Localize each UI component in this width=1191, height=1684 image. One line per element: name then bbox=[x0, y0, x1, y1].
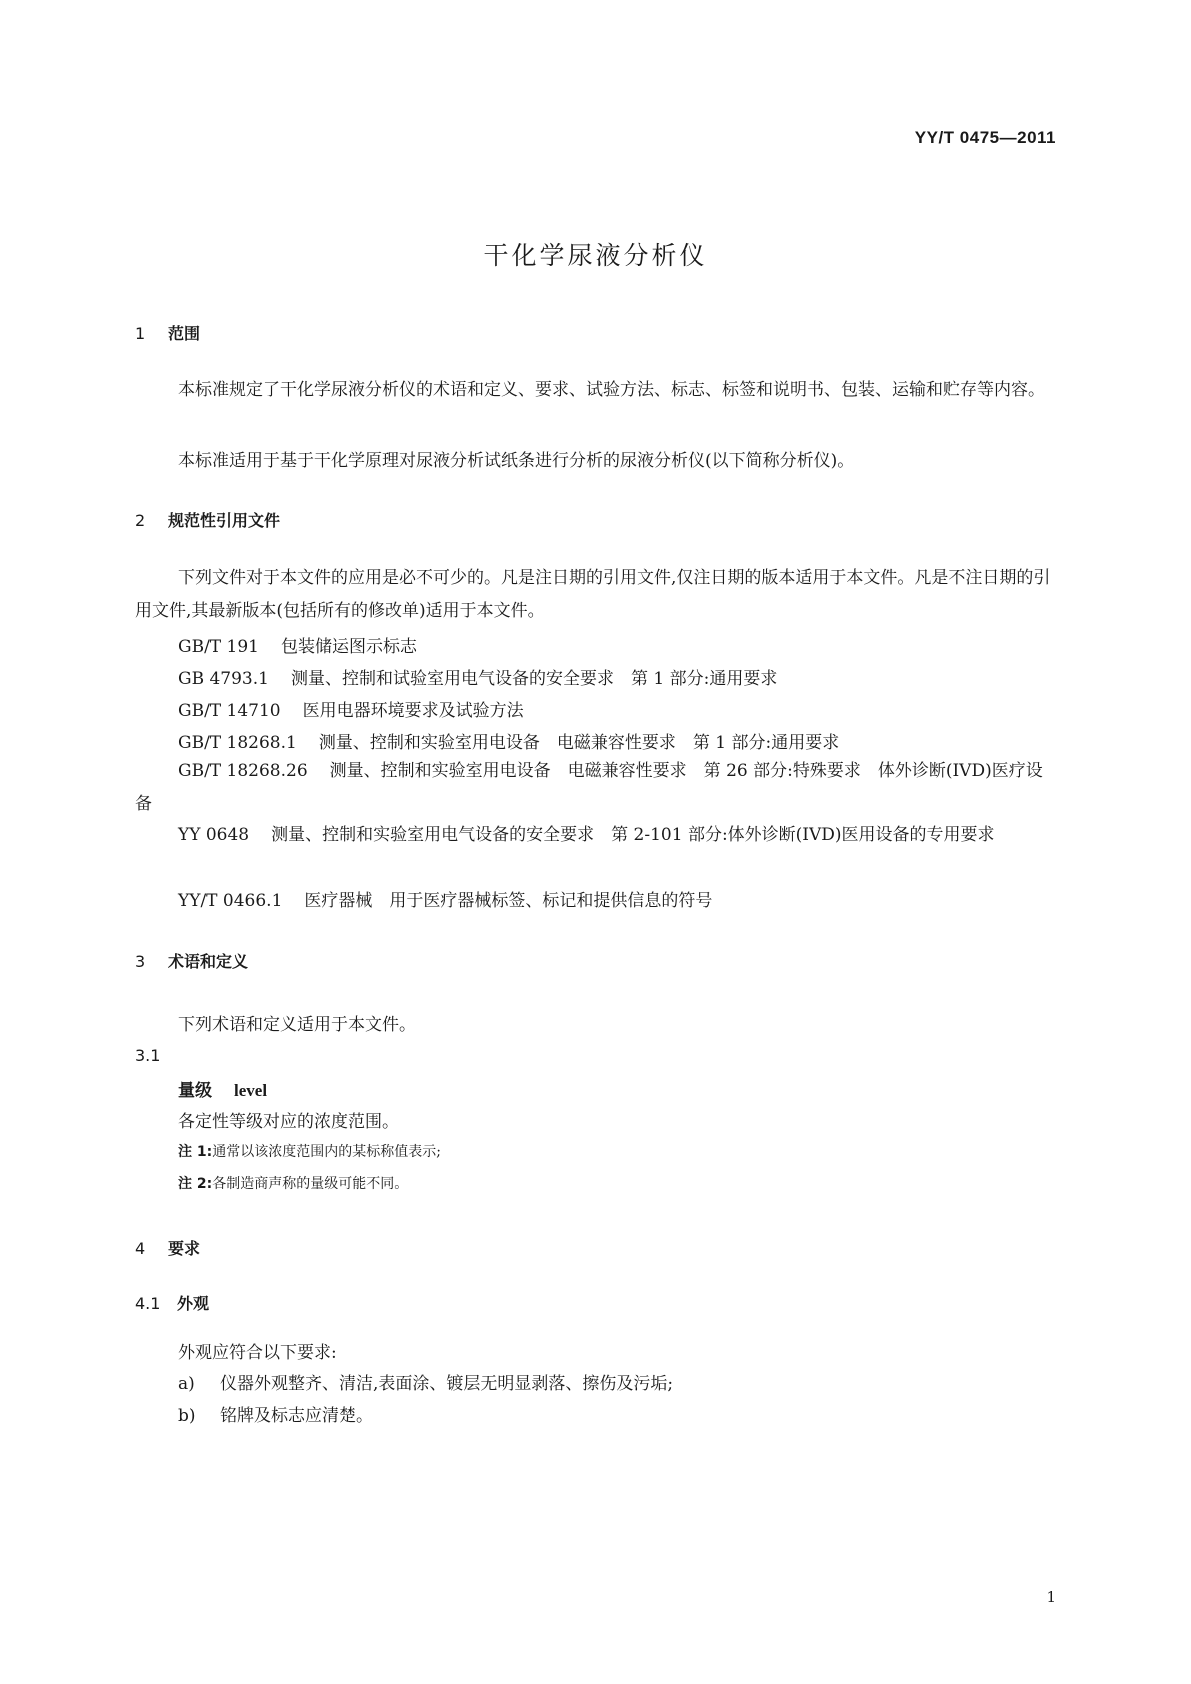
subsection-number: 4.1 bbox=[135, 1294, 161, 1313]
section-number: 4 bbox=[135, 1239, 146, 1258]
section-number: 3 bbox=[135, 952, 146, 971]
reference-item: GB/T 191 包装储运图示标志 bbox=[178, 637, 417, 657]
subsection-title: 外观 bbox=[177, 1294, 210, 1313]
subsection-4-1-intro: 外观应符合以下要求: bbox=[178, 1343, 337, 1363]
section-title: 规范性引用文件 bbox=[168, 511, 281, 530]
term-english: level bbox=[234, 1081, 268, 1100]
reference-item: GB 4793.1 测量、控制和试验室用电气设备的安全要求 第 1 部分:通用要求 bbox=[178, 669, 778, 689]
note-1: 注 1:通常以该浓度范围内的某标称值表示; bbox=[178, 1144, 441, 1160]
reference-item: GB/T 18268.26 测量、控制和实验室用电设备 电磁兼容性要求 第 26 部分:特殊要求 体外诊断(IVD)医疗设备 bbox=[135, 761, 1043, 814]
section-2-heading bbox=[135, 508, 280, 531]
section-title: 范围 bbox=[168, 324, 201, 343]
reference-item: GB/T 18268.1 测量、控制和实验室用电设备 电磁兼容性要求 第 1 部分:通用要求 bbox=[178, 733, 840, 753]
section-3-intro: 下列术语和定义适用于本文件。 bbox=[178, 1015, 416, 1035]
document-title: 干化学尿液分析仪 bbox=[483, 241, 708, 270]
subsection-4-1-heading bbox=[135, 1291, 209, 1314]
reference-item: YY/T 0466.1 医疗器械 用于医疗器械标签、标记和提供信息的符号 bbox=[178, 891, 713, 911]
section-number: 1 bbox=[135, 324, 146, 343]
list-label: a) bbox=[178, 1374, 195, 1394]
section-2-intro: 下列文件对于本文件的应用是必不可少的。凡是注日期的引用文件,仅注日期的版本适用于本文件。凡是不注日期的引用文件,其最新版本(包括所有的修改单)适用于本文件。 bbox=[135, 568, 1051, 621]
list-label: b) bbox=[178, 1406, 196, 1426]
document-code: YY/T 0475—2011 bbox=[914, 128, 1056, 147]
page-number: 1 bbox=[1046, 1588, 1056, 1606]
section-title: 术语和定义 bbox=[168, 952, 249, 971]
section-title: 要求 bbox=[168, 1239, 201, 1258]
section-3-heading bbox=[135, 949, 248, 972]
section-number: 2 bbox=[135, 511, 146, 530]
term-heading bbox=[178, 1076, 267, 1101]
list-item: b) 铭牌及标志应清楚。 bbox=[178, 1406, 373, 1426]
reference-item: GB/T 14710 医用电器环境要求及试验方法 bbox=[178, 701, 524, 721]
note-2: 注 2:各制造商声称的量级可能不同。 bbox=[178, 1176, 409, 1192]
clause-number: 3.1 bbox=[135, 1046, 161, 1065]
section-1-paragraph-2: 本标准适用于基于干化学原理对尿液分析试纸条进行分析的尿液分析仪(以下简称分析仪)。 bbox=[178, 451, 855, 471]
note-label: 注 1: bbox=[178, 1144, 213, 1160]
section-1-heading bbox=[135, 321, 200, 344]
section-1-paragraph-1: 本标准规定了干化学尿液分析仪的术语和定义、要求、试验方法、标志、标签和说明书、包装、运输和贮存等内容。 bbox=[178, 380, 1045, 400]
list-item: a) 仪器外观整齐、清洁,表面涂、镀层无明显剥落、擦伤及污垢; bbox=[178, 1374, 674, 1394]
term-chinese: 量级 bbox=[178, 1081, 212, 1101]
section-4-heading bbox=[135, 1236, 200, 1259]
reference-item: YY 0648 测量、控制和实验室用电气设备的安全要求 第 2-101 部分:体外诊断(IVD)医用设备的专用要求 bbox=[178, 825, 995, 845]
term-definition: 各定性等级对应的浓度范围。 bbox=[178, 1112, 399, 1132]
note-label: 注 2: bbox=[178, 1176, 213, 1192]
